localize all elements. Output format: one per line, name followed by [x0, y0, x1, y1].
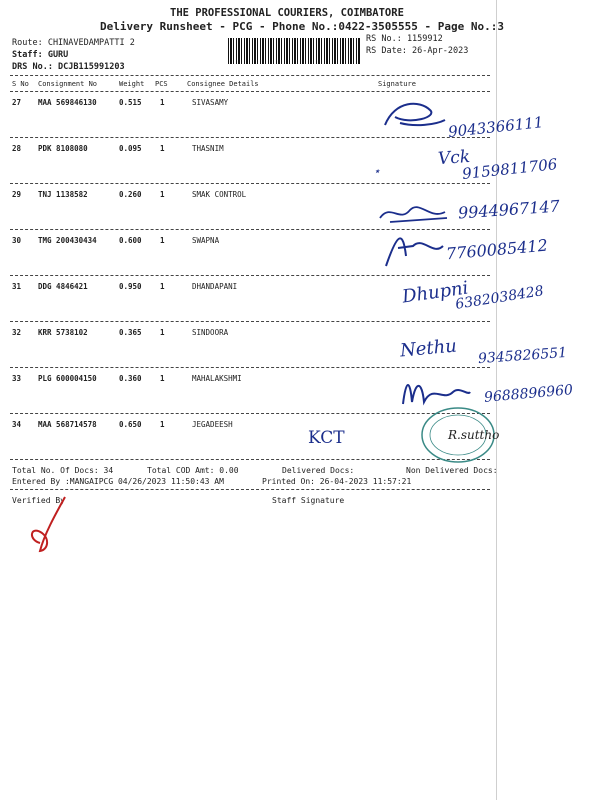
row-pcs: 1	[160, 328, 165, 337]
row-weight: 0.515	[119, 98, 142, 107]
handwritten-signature	[380, 95, 450, 135]
row-consignee: SIVASAMY	[192, 98, 229, 107]
staff-signature: Staff Signature	[272, 496, 345, 505]
handwritten-signature	[375, 198, 455, 228]
row-sno: 33	[12, 374, 22, 383]
handwritten-initials: Vck	[437, 146, 471, 170]
row-consignee: THASNIM	[192, 144, 224, 153]
rs-date: RS Date: 26-Apr-2023	[366, 46, 469, 56]
handwritten-signature: R.suttho	[448, 428, 500, 442]
verified-by: Verified By	[12, 496, 65, 505]
row-consignee: SMAK CONTROL	[192, 190, 247, 199]
row-pcs: 1	[160, 282, 165, 291]
non-delivered-docs: Non Delivered Docs:	[406, 466, 498, 475]
handwritten-mark: ⋆	[373, 164, 381, 178]
handwritten-phone: 6382038428	[454, 283, 545, 313]
row-consignment: MAA 569846130	[38, 98, 97, 107]
row-pcs: 1	[160, 420, 165, 429]
row-consignee: JEGADEESH	[192, 420, 233, 429]
row-pcs: 1	[160, 374, 165, 383]
row-consignee: SWAPNA	[192, 236, 220, 245]
row-sno: 29	[12, 190, 22, 199]
col-signature: Signature	[378, 80, 416, 88]
row-pcs: 1	[160, 236, 165, 245]
row-consignment: TMG 200430434	[38, 236, 97, 245]
footer-rule	[10, 489, 490, 490]
row-consignment: KRR 5738102	[38, 328, 88, 337]
row-weight: 0.365	[119, 328, 142, 337]
col-weight: Weight	[119, 80, 145, 88]
row-weight: 0.650	[119, 420, 142, 429]
table-header-rule	[10, 91, 490, 92]
handwritten-phone: 9159811706	[461, 155, 559, 183]
col-pcs: PCS	[155, 80, 168, 88]
row-divider	[10, 275, 490, 276]
row-divider	[10, 137, 490, 138]
entered-by: Entered By :MANGAIPCG 04/26/2023 11:50:43 AM	[12, 477, 224, 486]
row-divider	[10, 367, 490, 368]
handwritten-name: Dhupni	[400, 277, 470, 308]
runsheet-title: Delivery Runsheet - PCG - Phone No.:0422-3505555 - Page No.:3	[100, 20, 504, 33]
company-title: THE PROFESSIONAL COURIERS, COIMBATORE	[170, 7, 404, 19]
row-pcs: 1	[160, 190, 165, 199]
barcode	[228, 38, 360, 64]
col-consignment: Consignment No	[38, 80, 98, 88]
route-label: Route: CHINAVEDAMPATTI 2	[12, 38, 135, 48]
handwritten-name: Nethu	[399, 335, 458, 362]
rs-number: RS No.: 1159912	[366, 34, 443, 44]
row-sno: 28	[12, 144, 22, 153]
handwritten-initials: KCT	[308, 428, 345, 448]
handwritten-phone: 7760085412	[445, 235, 549, 264]
row-consignee: MAHALAKSHMI	[192, 374, 242, 383]
row-consignment: PLG 600004150	[38, 374, 97, 383]
row-pcs: 1	[160, 98, 165, 107]
row-consignee: SINDOORA	[192, 328, 229, 337]
table-top-rule	[10, 75, 490, 76]
row-consignment: MAA 568714578	[38, 420, 97, 429]
row-sno: 32	[12, 328, 22, 337]
handwritten-phone: 9345826551	[477, 344, 568, 368]
verification-mark	[20, 495, 70, 557]
row-consignment: DDG 4846421	[38, 282, 88, 291]
row-weight: 0.360	[119, 374, 142, 383]
row-weight: 0.260	[119, 190, 142, 199]
handwritten-signature	[378, 226, 448, 270]
drs-number: DRS No.: DCJB115991203	[12, 62, 125, 72]
row-sno: 31	[12, 282, 22, 291]
row-weight: 0.600	[119, 236, 142, 245]
total-cod: Total COD Amt: 0.00	[147, 466, 239, 475]
printed-on: Printed On: 26-04-2023 11:57:21	[262, 477, 412, 486]
delivered-docs: Delivered Docs:	[282, 466, 355, 475]
row-weight: 0.095	[119, 144, 142, 153]
row-consignment: PDK 8108080	[38, 144, 88, 153]
handwritten-phone: 9688896960	[483, 382, 574, 406]
row-divider	[10, 321, 490, 322]
col-sno: S No	[12, 80, 29, 88]
row-pcs: 1	[160, 144, 165, 153]
row-sno: 34	[12, 420, 22, 429]
row-consignee: DHANDAPANI	[192, 282, 238, 291]
handwritten-phone: 9944967147	[457, 196, 561, 223]
handwritten-phone: 9043366111	[447, 113, 545, 141]
total-docs: Total No. Of Docs: 34	[12, 466, 114, 475]
row-consignment: TNJ 1138582	[38, 190, 88, 199]
row-weight: 0.950	[119, 282, 142, 291]
col-consignee: Consignee Details	[187, 80, 259, 88]
row-divider	[10, 183, 490, 184]
row-sno: 27	[12, 98, 22, 107]
staff-label: Staff: GURU	[12, 50, 69, 60]
row-sno: 30	[12, 236, 22, 245]
